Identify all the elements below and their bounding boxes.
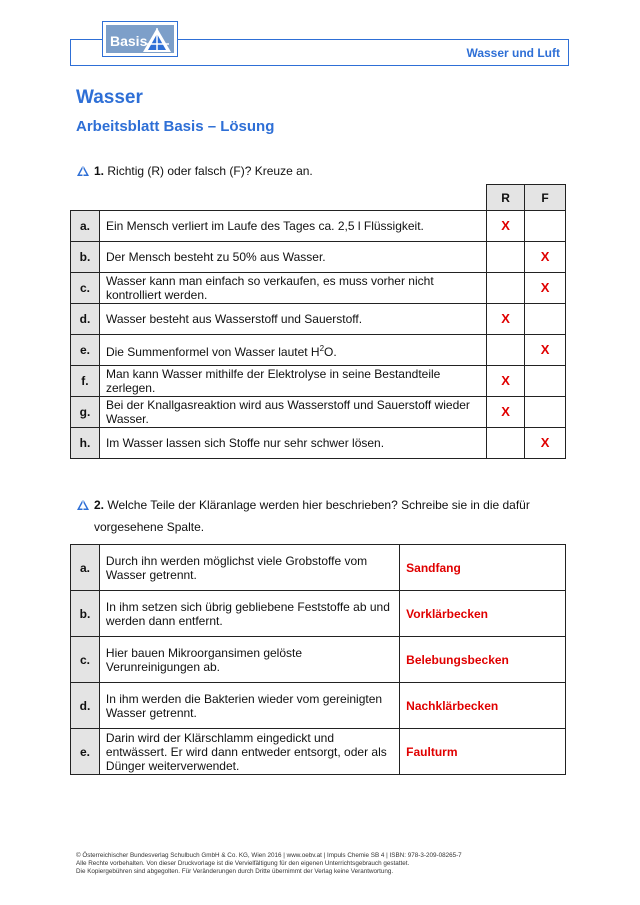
logo-text: Basis	[110, 33, 148, 49]
task-triangle-icon	[76, 498, 90, 511]
footer-copyright: © Österreichischer Bundesverlag Schulbuch GmbH & Co. KG, Wien 2016 | www.oebv.at | Impuls Chemie SB 4 | ISBN: 978-3-209-08265-7	[76, 852, 462, 859]
mark-r: X	[487, 397, 525, 428]
mark-f	[525, 211, 566, 242]
statement-text: Wasser kann man einfach so verkaufen, es muss vorher nicht kontrolliert werden.	[99, 273, 486, 304]
table-row	[71, 366, 566, 397]
row-label: a.	[71, 211, 100, 242]
mark-r: X	[487, 366, 525, 397]
row-label: d.	[71, 683, 100, 729]
statement-text: Man kann Wasser mithilfe der Elektrolyse in seine Bestandteile zerlegen.	[99, 366, 486, 397]
mark-r	[487, 428, 525, 459]
statement-text: Bei der Knallgasreaktion wird aus Wasserstoff und Sauerstoff wieder Wasser.	[99, 397, 486, 428]
table-row	[71, 304, 566, 335]
statement-text: Der Mensch besteht zu 50% aus Wasser.	[99, 242, 486, 273]
table-row	[71, 273, 566, 304]
mark-r: X	[487, 211, 525, 242]
table-row	[71, 591, 566, 637]
column-r: R	[487, 185, 525, 211]
row-label: e.	[71, 729, 100, 775]
page-title: Wasser	[76, 87, 143, 108]
description-text: In ihm setzen sich übrig gebliebene Feststoffe ab und werden dann entfernt.	[99, 591, 399, 637]
statement-text	[99, 335, 486, 366]
answer-cell: Sandfang	[400, 545, 566, 591]
table-row	[71, 729, 566, 775]
mark-f: X	[525, 335, 566, 366]
statement-text: Ein Mensch verliert im Laufe des Tages ca. 2,5 l Flüssigkeit.	[99, 211, 486, 242]
mark-r	[487, 335, 525, 366]
table-row	[71, 428, 566, 459]
table-row	[71, 397, 566, 428]
task2-number: 2.	[94, 498, 105, 512]
answer-cell: Nachklärbecken	[400, 683, 566, 729]
task1-text: Richtig (R) oder falsch (F)? Kreuze an.	[107, 164, 313, 178]
description-text: Hier bauen Mikroorgansimen gelöste Verunreinigungen ab.	[99, 637, 399, 683]
column-f: F	[525, 185, 566, 211]
table-row	[71, 683, 566, 729]
mark-f	[525, 366, 566, 397]
answer-cell: Belebungsbecken	[400, 637, 566, 683]
table-row	[71, 637, 566, 683]
triangle-logo-icon	[142, 26, 172, 54]
mark-f	[525, 304, 566, 335]
row-label: d.	[71, 304, 100, 335]
task-triangle-icon	[76, 164, 90, 177]
table-row	[71, 242, 566, 273]
description-text: Darin wird der Klärschlamm eingedickt und entwässert. Er wird dann entweder entsorgt, oder als Dünger weiterverwendet.	[99, 729, 399, 775]
row-label: b.	[71, 242, 100, 273]
formula-text-post: O.	[324, 344, 337, 359]
description-text: In ihm werden die Bakterien wieder vom gereinigten Wasser getrennt.	[99, 683, 399, 729]
row-label: c.	[71, 273, 100, 304]
footer-disclaimer: Die Kopiergebühren sind abgegolten. Für Veränderungen durch Dritte übernimmt der Verlag keine Verantwortung.	[76, 868, 394, 875]
row-label: c.	[71, 637, 100, 683]
row-label: a.	[71, 545, 100, 591]
formula-text-pre: Die Summenformel von Wasser lautet H	[105, 344, 320, 359]
statement-text: Im Wasser lassen sich Stoffe nur sehr schwer lösen.	[99, 428, 486, 459]
table-row	[71, 545, 566, 591]
row-label: h.	[71, 428, 100, 459]
task1-prompt	[76, 164, 313, 178]
mark-f	[525, 397, 566, 428]
row-label: e.	[71, 335, 100, 366]
task2-text-line1: Welche Teile der Kläranlage werden hier beschrieben? Schreibe sie in die dafür	[107, 498, 530, 512]
basis-logo	[102, 21, 178, 57]
row-label: f.	[71, 366, 100, 397]
page-subtitle: Arbeitsblatt Basis – Lösung	[76, 118, 275, 135]
task1-header-row	[71, 185, 566, 211]
statement-text: Wasser besteht aus Wasserstoff und Sauerstoff.	[99, 304, 486, 335]
answer-cell: Faulturm	[400, 729, 566, 775]
task2-table	[70, 544, 566, 775]
footer	[76, 852, 596, 876]
answer-cell: Vorklärbecken	[400, 591, 566, 637]
row-label: g.	[71, 397, 100, 428]
description-text: Durch ihn werden möglichst viele Grobstoffe vom Wasser getrennt.	[99, 545, 399, 591]
formula-subscript: 2	[319, 343, 325, 353]
task1-number: 1.	[94, 164, 105, 178]
task2-prompt	[76, 494, 530, 538]
task1-table	[70, 184, 566, 459]
footer-rights: Alle Rechte vorbehalten. Von dieser Druckvorlage ist die Vervielfältigung für den eigenen Unterrichtsgebrauch gestattet.	[76, 860, 410, 867]
mark-r: X	[487, 304, 525, 335]
section-title: Wasser und Luft	[466, 46, 560, 60]
mark-f: X	[525, 242, 566, 273]
table-row	[71, 335, 566, 366]
table-row	[71, 211, 566, 242]
task2-text-line2: vorgesehene Spalte.	[94, 520, 205, 534]
mark-f: X	[525, 273, 566, 304]
mark-f: X	[525, 428, 566, 459]
mark-r	[487, 242, 525, 273]
row-label: b.	[71, 591, 100, 637]
mark-r	[487, 273, 525, 304]
